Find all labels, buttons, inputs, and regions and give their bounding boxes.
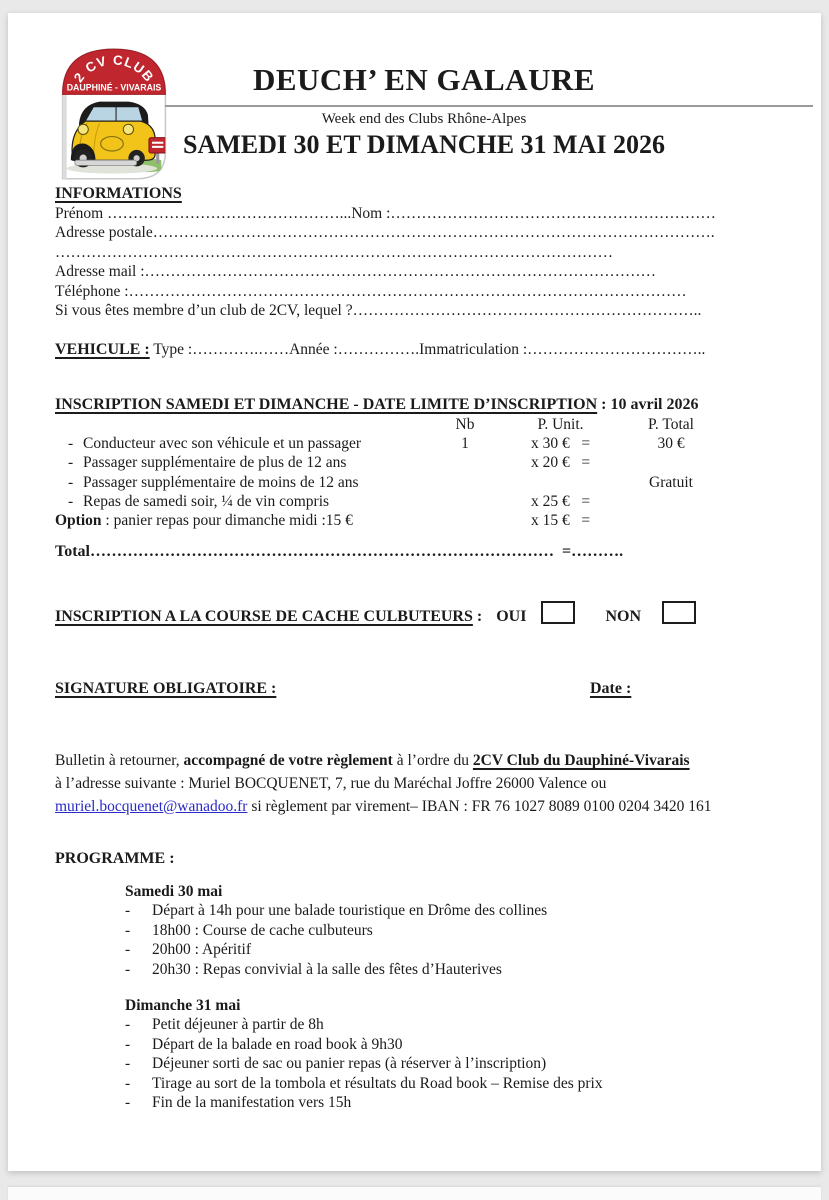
programme-item: - Fin de la manifestation vers 15h xyxy=(125,1094,352,1112)
inscription-deadline: : 10 avril 2026 xyxy=(597,396,699,413)
row-label: Passager supplémentaire de plus de 12 ans xyxy=(83,454,347,472)
field-line-adresse-suite: ……………………………………………………………………………………………… xyxy=(55,243,613,261)
col-header-nb: Nb xyxy=(455,416,475,433)
day-title: Dimanche 31 mai xyxy=(125,997,241,1015)
row-dash: - xyxy=(68,473,74,491)
field-line-club-membre: Si vous êtes membre d’un club de 2CV, lequel ?………………………………………………………….. xyxy=(55,302,702,320)
event-date: SAMEDI 30 ET DIMANCHE 31 MAI 2026 xyxy=(183,130,665,159)
row-total xyxy=(621,492,721,511)
row-total xyxy=(621,511,721,530)
row-nb xyxy=(430,492,500,511)
table-row xyxy=(55,453,793,472)
return-instructions-line3 xyxy=(55,795,793,818)
informations-heading: INFORMATIONS xyxy=(55,185,182,202)
row-total xyxy=(621,453,721,472)
programme-item: - Départ à 14h pour une balade touristique en Drôme des collines xyxy=(125,902,548,920)
total-label: Total xyxy=(55,543,90,560)
signature-label: SIGNATURE OBLIGATOIRE : xyxy=(55,680,277,697)
iban-text: si règlement par virement– IBAN : FR 76 1027 8089 0100 0204 3420 161 xyxy=(247,798,712,815)
row-unit-price: x 20 € = xyxy=(530,454,591,472)
field-line-adresse-postale: Adresse postale………………………………………………………………………………………………. xyxy=(55,224,715,242)
programme-item: - Tirage au sort de la tombola et résultats du Road book – Remise des prix xyxy=(125,1074,603,1092)
return-instructions-line2: à l’adresse suivante : Muriel BOCQUENET, 7, rue du Maréchal Joffre 26000 Valence ou xyxy=(55,775,607,792)
programme-item: - Déjeuner sorti de sac ou panier repas (à réserver à l’inscription) xyxy=(125,1055,547,1073)
day-title: Samedi 30 mai xyxy=(125,883,223,900)
programme-item: - 20h00 : Apéritif xyxy=(125,941,252,959)
table-row xyxy=(55,473,793,492)
date-label: Date : xyxy=(590,680,632,697)
table-header-row xyxy=(55,415,793,434)
field-line-prenom-nom: Prénom ………………………………………...Nom :……………………………………………………… xyxy=(55,205,716,222)
table-row xyxy=(55,434,793,453)
page-subtitle: Week end des Clubs Rhône-Alpes xyxy=(321,111,527,127)
row-unit-price: x 25 € = xyxy=(530,492,591,510)
row-label: Option : panier repas pour dimanche midi :15 € xyxy=(55,512,353,530)
logo-band-text: DAUPHINÉ - VIVARAIS xyxy=(66,82,162,93)
row-unit-price: x 15 € = xyxy=(530,512,591,530)
programme-item: - Départ de la balade en road book à 9h30 xyxy=(125,1035,403,1053)
col-header-total: P. Total xyxy=(647,416,694,433)
logo-arc-text: 2 CV CLUB xyxy=(70,52,158,86)
row-dash: - xyxy=(68,454,74,472)
field-line-telephone: Téléphone :……………………………………………………………………………………………… xyxy=(55,282,687,300)
table-row xyxy=(55,492,793,511)
programme-item: - 18h00 : Course de cache culbuteurs xyxy=(125,921,373,939)
page-title: DEUCH’ EN GALAURE xyxy=(252,62,596,97)
row-unit-price: x 30 € = xyxy=(530,435,591,453)
row-nb xyxy=(430,473,500,492)
non-label: NON xyxy=(605,608,641,625)
row-dash: - xyxy=(68,492,74,510)
programme-day-samedi xyxy=(125,882,793,979)
course-heading: INSCRIPTION A LA COURSE DE CACHE CULBUTEURS xyxy=(55,608,473,625)
vehicule-heading: VEHICULE : xyxy=(55,341,150,358)
oui-label: OUI xyxy=(496,608,527,625)
return-instructions-line1: Bulletin à retourner, accompagné de votre règlement à l’ordre du 2CV Club du Dauphiné-Vivarais xyxy=(55,752,690,769)
email-link[interactable]: muriel.bocquenet@wanadoo.fr xyxy=(55,798,248,815)
row-label: Conducteur avec son véhicule et un passager xyxy=(83,435,362,453)
next-page-edge xyxy=(8,1187,821,1200)
table-row-option xyxy=(55,511,793,530)
total-line xyxy=(55,543,793,561)
row-total: Gratuit xyxy=(649,473,693,491)
form-page xyxy=(8,13,821,1171)
programme-heading: PROGRAMME : xyxy=(55,850,175,867)
programme-item: - Petit déjeuner à partir de 8h xyxy=(125,1016,324,1034)
oui-checkbox[interactable] xyxy=(541,601,575,624)
col-header-unit: P. Unit. xyxy=(537,416,584,433)
non-checkbox[interactable] xyxy=(662,601,696,624)
row-unit-price xyxy=(500,473,621,492)
row-dash: - xyxy=(68,435,74,453)
row-label: Repas de samedi soir, ¼ de vin compris xyxy=(83,492,330,510)
vehicule-fields: Type :………….……Année :…………….Immatriculation :…………………………….. xyxy=(149,341,706,358)
row-nb xyxy=(430,453,500,472)
programme-day-dimanche xyxy=(125,996,793,1112)
row-label: Passager supplémentaire de moins de 12 ans xyxy=(83,473,359,491)
row-nb: 1 xyxy=(461,435,469,453)
inscription-heading: INSCRIPTION SAMEDI ET DIMANCHE - DATE LIMITE D’INSCRIPTION xyxy=(55,396,598,413)
field-line-adresse-mail: Adresse mail :……………………………………………………………………………………… xyxy=(55,263,657,281)
course-colon: : xyxy=(472,608,483,625)
row-nb xyxy=(430,511,500,530)
row-total: 30 € xyxy=(657,435,685,453)
total-dots: …………………………………………………………………………… xyxy=(89,543,554,560)
total-equals: =………. xyxy=(553,543,624,560)
programme-item: - 20h30 : Repas convivial à la salle des fêtes d’Hauterives xyxy=(125,960,502,978)
club-name: 2CV Club du Dauphiné-Vivarais xyxy=(472,752,690,769)
